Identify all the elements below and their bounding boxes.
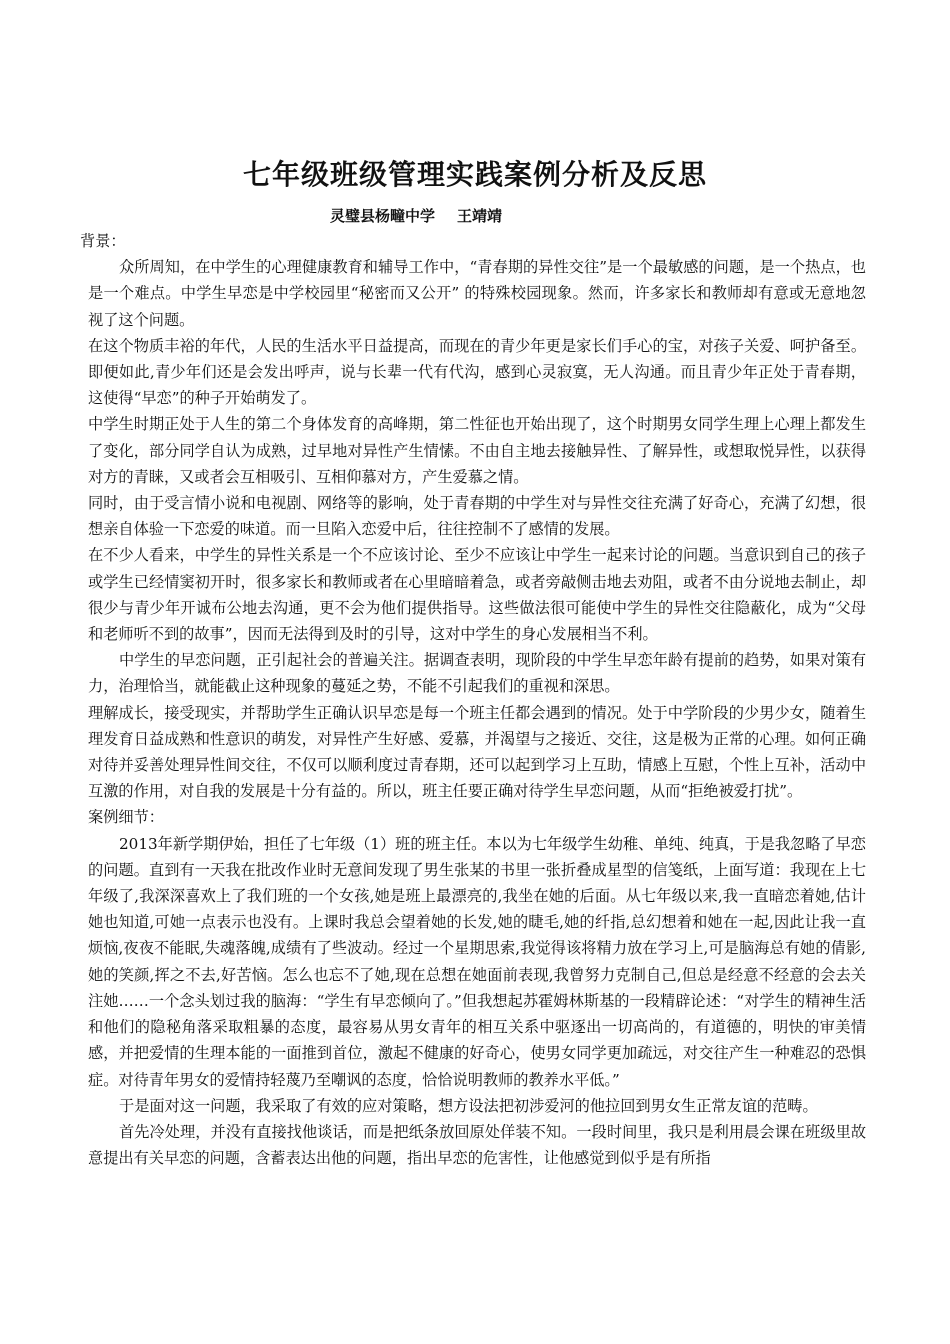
paragraph: 理解成长，接受现实，并帮助学生正确认识早恋是每一个班主任都会遇到的情况。处于中学阶段的少男少女，随着生理发育日益成熟和性意识的萌发，对异性产生好感、爱慕，并渴望与之接近、交往，这是极为正常的心理。如何正确对待并妥善处理异性间交往，不仅可以顺利度过青春期，还可以起到学习上互助，情感上互慰，个性上互补，活动中互激的作用，对自我的发展是十分有益的。所以，班主任要正确对待学生早恋问题，从而“拒绝被爱打扰”。 (88, 703, 866, 801)
paragraph: 于是面对这一问题，我采取了有效的应对策略，想方设法把初涉爱河的他拉回到男女生正常友谊的范畴。 (119, 1096, 818, 1115)
section-label-case: 案例细节： (88, 808, 164, 827)
paragraph: 首先冷处理，并没有直接找他谈话，而是把纸条放回原处佯装不知。一段时间里，我只是利用晨会课在班级里故意提出有关早恋的问题，含蓄表达出他的问题，指出早恋的危害性，让他感觉到似乎是有所指 (88, 1122, 866, 1168)
paragraph: 中学生时期正处于人生的第二个身体发育的高峰期，第二性征也开始出现了，这个时期男女同学生理上心理上都发生了变化，部分同学自认为成熟，过早地对异性产生情愫。不由自主地去接触异性、了解异性，或想取悦异性，以获得对方的青睐，又或者会互相吸引、互相仰慕对方，产生爱慕之情。 (88, 415, 866, 486)
paragraph: 在这个物质丰裕的年代，人民的生活水平日益提高，而现在的青少年更是家长们手心的宝，对孩子关爱、呵护备至。即便如此,青少年们还是会发出呼声，说与长辈一代有代沟，感到心灵寂寞，无人沟通。而且青少年正处于青春期，这使得“早恋”的种子开始萌发了。 (88, 336, 866, 408)
author-school: 灵璧县杨疃中学 (330, 207, 436, 225)
author-line (330, 205, 502, 226)
paragraph: 2013年新学期伊始，担任了七年级（1）班的班主任。本以为七年级学生幼稚、单纯、纯真，于是我忽略了早恋的问题。直到有一天我在批改作业时无意间发现了男生张某的书里一张折叠成星型的信笺纸，上面写道：我现在上七年级了,我深深喜欢上了我们班的一个女孩,她是班上最漂亮的,我坐在她的后面。从七年级以来,我一直暗恋着她,估计她也知道,可她一点表示也没有。上课时我总会望着她的长发,她的睫毛,她的纤指,总幻想着和她在一起,因此让我一直烦恼,夜夜不能眠,失魂落魄,成绩有了些波动。经过一个星期思索,我觉得该将精力放在学习上,可是脑海总有她的倩影,她的笑颜,挥之不去,好苦恼。怎么也忘不了她,现在总想在她面前表现,我曾努力克制自己,但总是经意不经意的会去关注她……一个念头划过我的脑海：“学生有早恋倾向了。”但我想起苏霍姆林斯基的一段精辟论述：“对学生的精神生活和他们的隐秘角落采取粗暴的态度，最容易从男女青年的相互关系中驱逐出一切高尚的，有道德的，明快的审美情感，并把爱情的生理本能的一面推到首位，激起不健康的好奇心，使男女同学更加疏远，对交往产生一种难忍的恐惧症。对待青年男女的爱情持轻蔑乃至嘲讽的态度，恰恰说明教师的教养水平低。” (88, 834, 866, 1089)
author-name: 王靖靖 (457, 207, 503, 225)
paragraph: 在不少人看来，中学生的异性关系是一个不应该讨论、至少不应该让中学生一起来讨论的问题。当意识到自己的孩子或学生已经情窦初开时，很多家长和教师或者在心里暗暗着急，或者旁敲侧击地去劝阻，或者不由分说地去制止，却很少与青少年开诚布公地去沟通，更不会为他们提供指导。这些做法很可能使中学生的异性交往隐蔽化，成为“父母和老师听不到的故事”，因而无法得到及时的引导，这对中学生的身心发展相当不利。 (88, 546, 866, 644)
section-label-background: 背景： (80, 232, 126, 250)
paragraph: 众所周知，在中学生的心理健康教育和辅导工作中，“青春期的异性交往”是一个最敏感的问题，是一个热点，也是一个难点。中学生早恋是中学校园里“秘密而又公开” 的特殊校园现象。然而，许多家长和教师却有意或无意地忽视了这个问题。 (88, 258, 866, 329)
paragraph: 中学生的早恋问题，正引起社会的普遍关注。据调查表明，现阶段的中学生早恋年龄有提前的趋势，如果对策有力，治理恰当，就能截止这种现象的蔓延之势，不能不引起我们的重视和深思。 (88, 651, 866, 696)
paragraph: 同时，由于受言情小说和电视剧、网络等的影响，处于青春期的中学生对与异性交往充满了好奇心，充满了幻想，很想亲自体验一下恋爱的味道。而一旦陷入恋爱中后，往往控制不了感情的发展。 (88, 494, 866, 539)
document-title: 七年级班级管理实践案例分析及反思 (242, 158, 707, 191)
document-body (80, 228, 866, 1171)
